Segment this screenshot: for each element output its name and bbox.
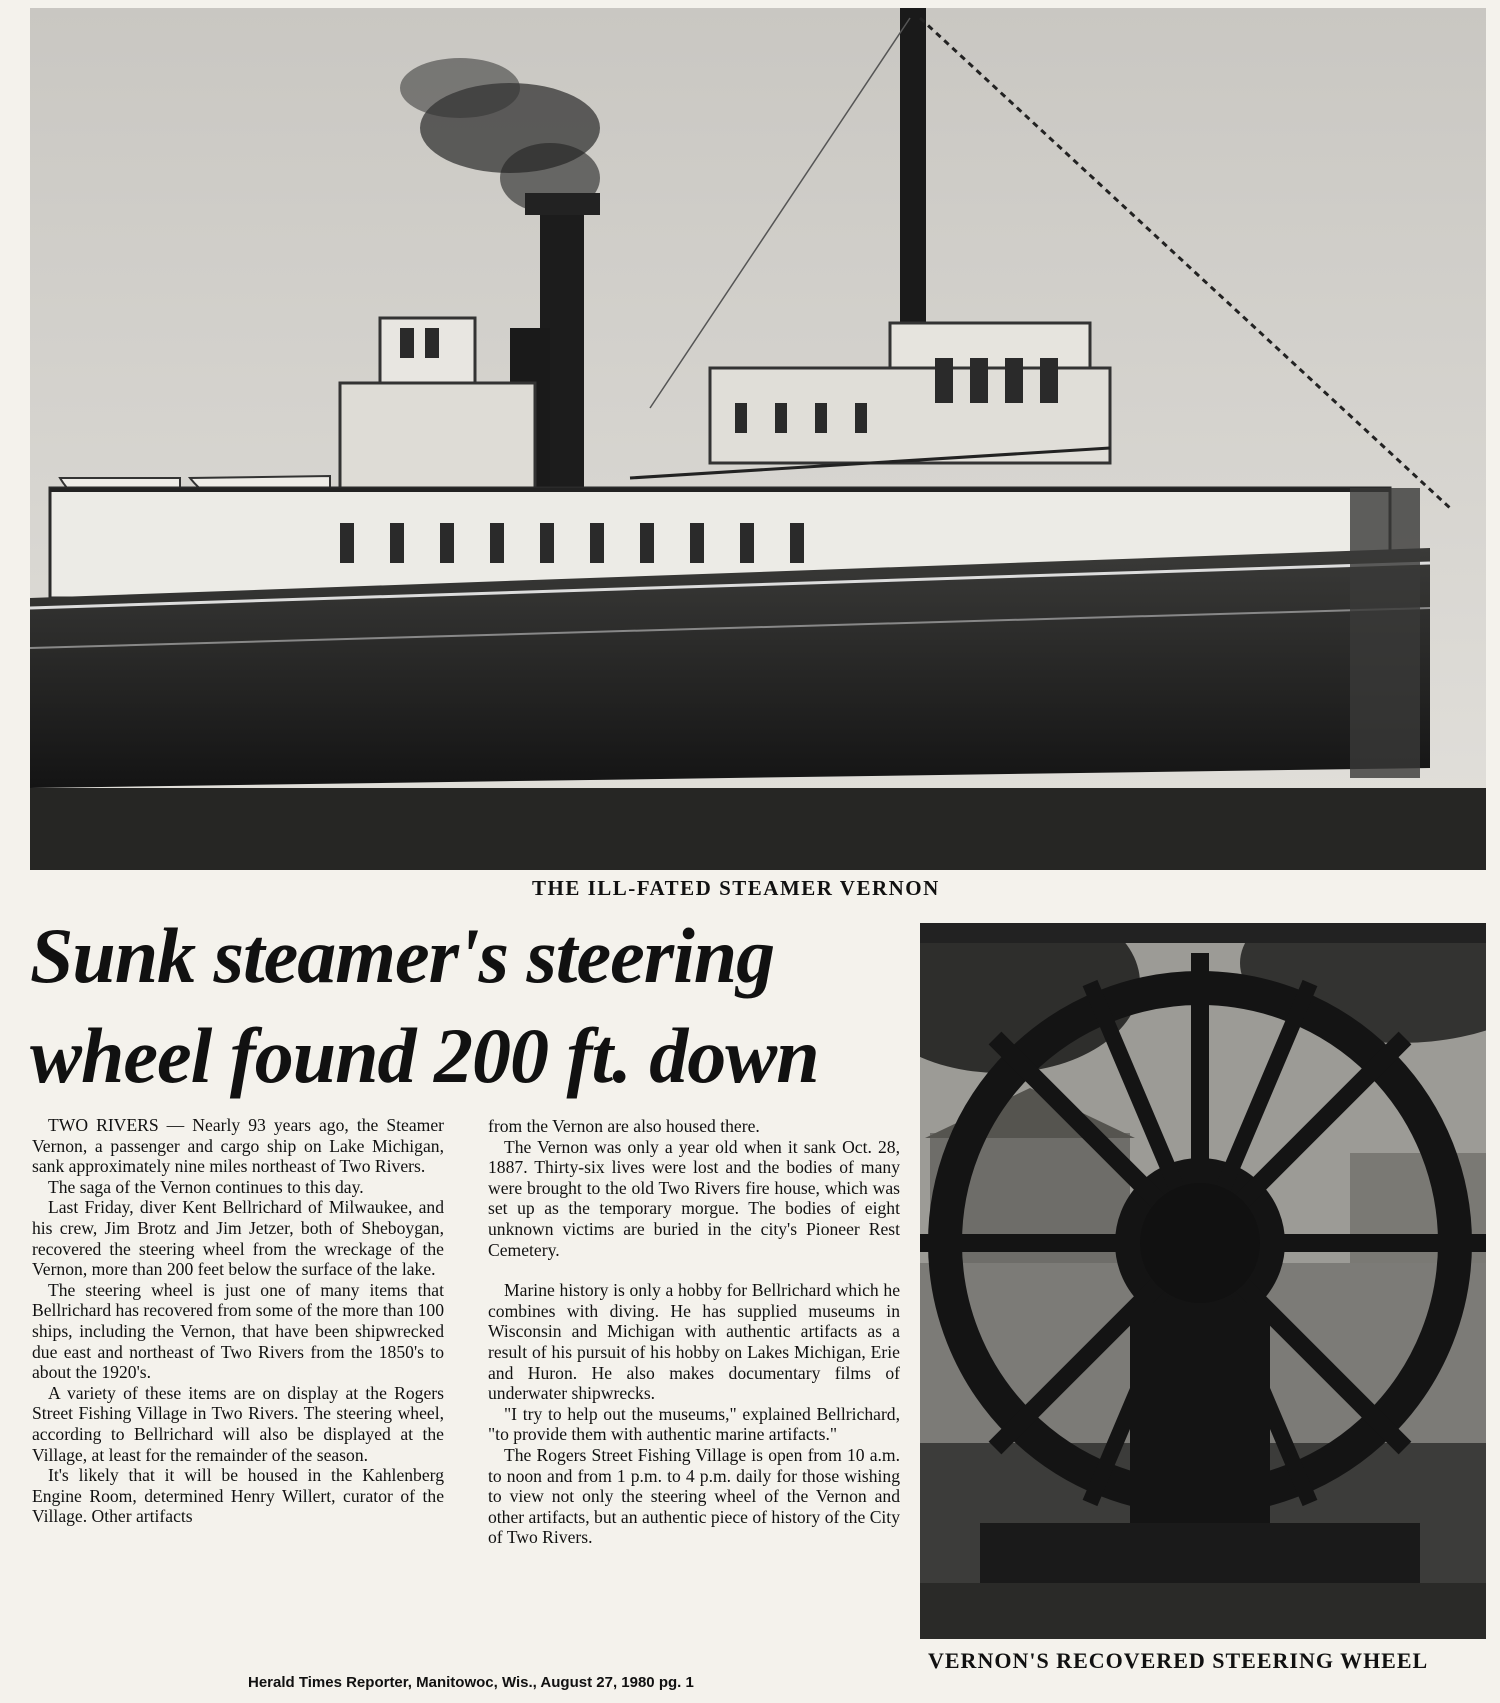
headline [30,906,915,1106]
paragraph: The Rogers Street Fishing Village is open from 10 a.m. to noon and from 1 p.m. to 4 p.m. daily for those wishing to view not only the steering wheel of the Vernon and other artifacts, but an authentic piece of history of the City of Two Rivers. [488,1444,900,1548]
paragraph: The Vernon was only a year old when it sank Oct. 28, 1887. Thirty-six lives were lost and the bodies of many were brought to the old Two Rivers fire house, which was set up as the temporary morgue. The bodies of eight unknown victims are buried in the city's Pioneer Rest Cemetery. [488,1136,900,1260]
paragraph: A variety of these items are on display at the Rogers Street Fishing Village in Two Rivers. The steering wheel, according to Bellrichard will also be displayed at the Village, at least for the remainder of the season. [32,1382,444,1465]
source-credit: Herald Times Reporter, Manitowoc, Wis., August 27, 1980 pg. 1 [248,1674,694,1691]
steering-wheel-illustration [920,923,1486,1639]
paragraph: "I try to help out the museums," explained Bellrichard, "to provide them with authentic marine artifacts." [488,1403,900,1445]
steering-wheel-photo [920,923,1486,1639]
article-column-2 [488,1116,900,1548]
paragraph: It's likely that it will be housed in the Kahlenberg Engine Room, determined Henry Willert, curator of the Village. Other artifacts [32,1465,444,1527]
headline-line-1: Sunk steamer's steering [30,912,775,999]
article-column-1 [32,1115,444,1527]
paragraph: Last Friday, diver Kent Bellrichard of Milwaukee, and his crew, Jim Brotz and Jim Jetzer, both of Sheboygan, recovered the steering wheel from the wreckage of the Vernon, more than 200 feet below the surface of the lake. [32,1197,444,1280]
steamer-photo [30,8,1486,870]
paragraph: Marine history is only a hobby for Bellrichard which he combines with diving. He has supplied museums in Wisconsin and Michigan with authentic artifacts as a result of his pursuit of his hobby on Lakes Michigan, Erie and Huron. He also makes documentary films of underwater shipwrecks. [488,1280,900,1404]
headline-line-2: wheel found 200 ft. down [30,1012,819,1099]
paragraph: The saga of the Vernon continues to this day. [48,1176,364,1197]
paragraph: from the Vernon are also housed there. [488,1116,760,1136]
paragraph: TWO RIVERS — Nearly 93 years ago, the Steamer Vernon, a passenger and cargo ship on Lake Michigan, sank approximately nine miles northeast of Two Rivers. [32,1115,444,1177]
steamer-illustration [30,8,1486,870]
paragraph: The steering wheel is just one of many items that Bellrichard has recovered from some of the more than 100 ships, including the Vernon, that have been shipwrecked due east and northeast of Two Rivers from the 1850's to about the 1920's. [32,1279,444,1383]
steamer-photo-caption: THE ILL-FATED STEAMER VERNON [532,876,940,900]
steering-wheel-caption: VERNON'S RECOVERED STEERING WHEEL [928,1648,1429,1673]
